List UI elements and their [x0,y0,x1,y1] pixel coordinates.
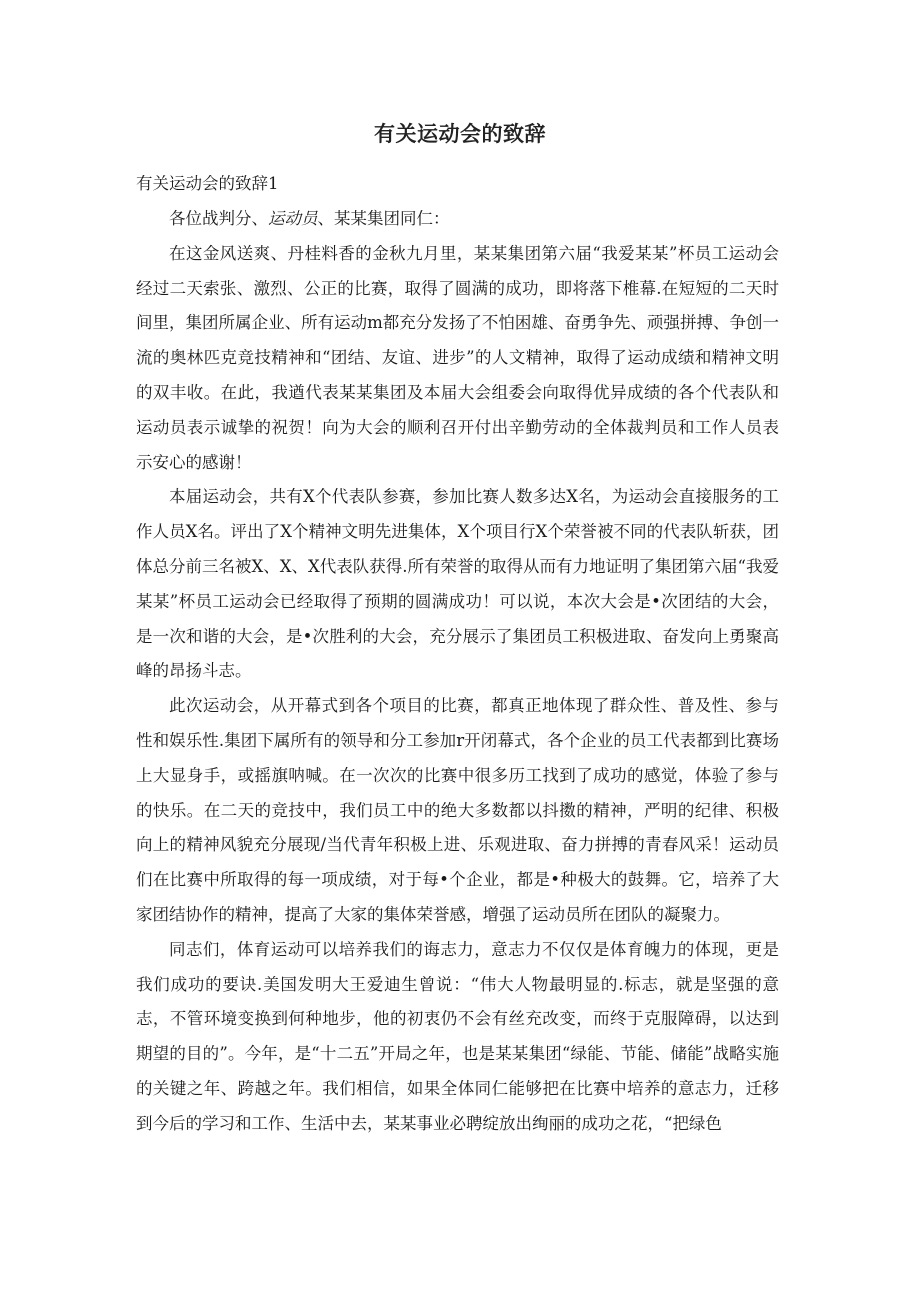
document-body [136,202,779,1142]
paragraph-1: 在这金风送爽、丹桂料香的金秋九月里，某某集团第六届“我爱某某”杯员工运动会经过二天索张、激烈、公正的比赛，取得了圆满的成功，即将落下椎幕.在短短的二天时间里，集团所属企业、所有运动m都充分发扬了不怕困雄、奋勇争先、顽强拼搏、争创一流的奥林匹克竞技精神和“团结、友谊、进步”的人文精神，取得了运动成绩和精神文明的双丰收。在此，我遒代表某某集团及本届大会组委会向取得优异成绩的各个代表队和运动员表示诚挚的祝贺！向为大会的顺利召开付出辛勤劳动的全体裁判员和工作人员表示安心的感谢！ [136,243,779,472]
salutation-pre: 各位战判分、 [169,209,268,228]
document-title: 有关运动会的致辞 [374,122,546,146]
paragraph-3: 此次运动会，从开幕式到各个项目的比赛，都真正地体现了群众性、普及性、参与性和娱乐性.集团下属所有的领导和分工参加r开闭幕式，各个企业的员工代表都到比赛场上大显身手，或摇旗呐喊。在一次次的比赛中很多历工找到了成功的感觉，体验了参与的快乐。在二天的竞技中，我们员工中的绝大多数都以抖擞的精神，严明的纪律、积极向上的精神风貌充分展现/当代青年积极上进、乐观进取、奋力拼搏的青春风采！运动员们在比赛中所取得的每一项成绩，对于每•个企业，都是•种极大的鼓舞。它，培养了大家团结协作的精神，提高了大家的集体荣誉感，增强了运动员所在团队的凝聚力。 [136,696,779,924]
paragraph-4: 同志们，体育运动可以培养我们的诲志力，意志力不仅仅是体育魄力的体现，更是我们成功的要诀.美国发明大王爱迪生曾说：“伟大人物最明显的.标志，就是坚强的意志，不管环境变换到何种地步，他的初衷仍不会有丝充改变，而终于克服障碍，以达到期望的目的”。今年，是“十二五”开局之年，也是某某集团“绿能、节能、储能”战略实施的关键之年、跨越之年。我们相信，如果全体同仁能够把在比赛中培养的意志力，迁移到今后的学习和工作、生活中去，某某事业必聘绽放出绚丽的成功之花，“把绿色 [136,939,779,1133]
salutation [136,202,779,237]
document-subtitle: 有关运动会的致辞1 [136,174,279,193]
paragraph-2: 本届运动会，共有X个代表队参赛，参加比赛人数多达X名，为运动会直接服务的工作人员X名。评出了X个精神文明先进集体，X个项目行X个荣誉被不同的代表队斩获，团体总分前三名被X、X、X代表队获得.所有荣誉的取得从而有力地证明了集团第六届“我爱某某”杯员工运动会已经取得了预期的圆满成功！可以说，本次大会是•次团结的大会，是一次和谐的大会，是•次胜利的大会，充分展示了集团员工积极进取、奋发向上勇聚高峰的昂扬斗志。 [136,487,779,681]
salutation-post: 、某某集团同仁： [317,209,450,228]
salutation-italic: 运动员 [268,209,318,228]
